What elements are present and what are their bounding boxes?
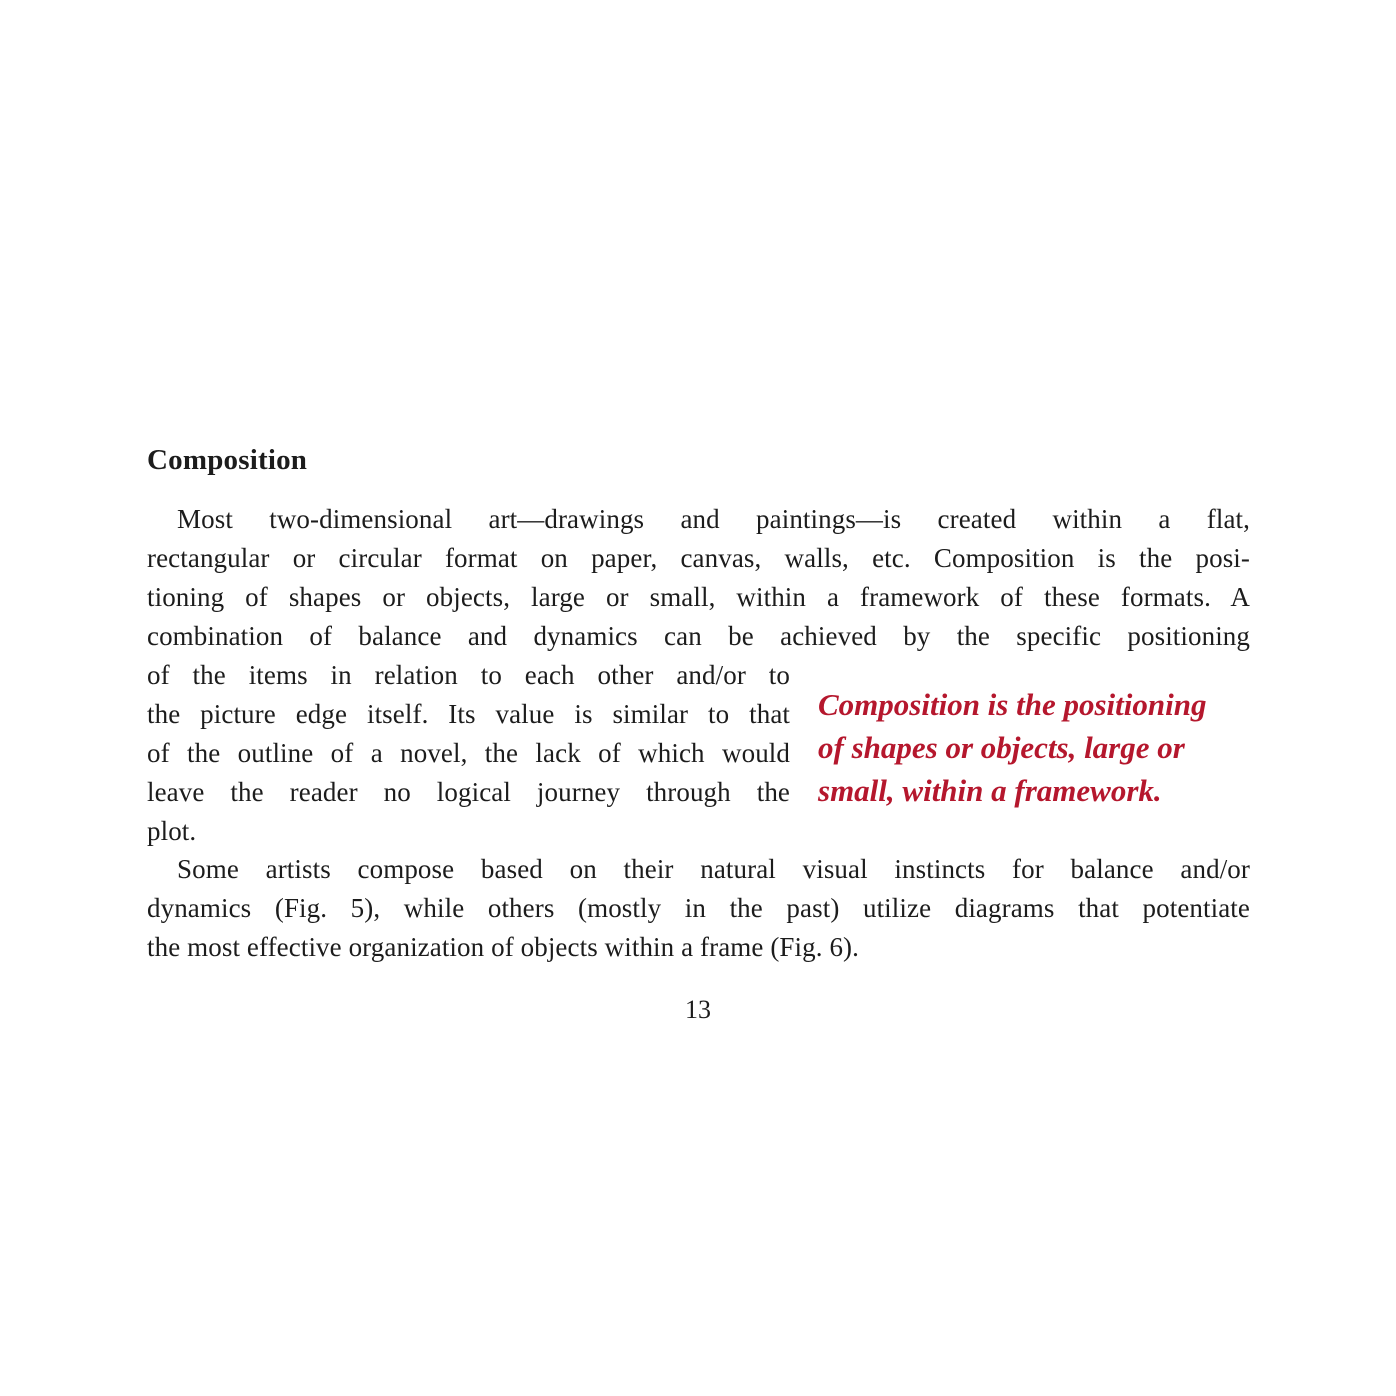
paragraph-line: leave the reader no logical journey through the <box>147 777 790 807</box>
paragraph-line: Some artists compose based on their natural visual instincts for balance and/or <box>177 854 1250 884</box>
paragraph-line: of the outline of a novel, the lack of which would <box>147 738 790 768</box>
pull-quote-line: of shapes or objects, large or <box>818 730 1185 765</box>
pull-quote-line: Composition is the positioning <box>818 687 1207 722</box>
paragraph-line: rectangular or circular format on paper, canvas, walls, etc. Composition is the posi- <box>147 543 1250 573</box>
pull-quote-line: small, within a framework. <box>818 773 1162 808</box>
paragraph-line: the picture edge itself. Its value is similar to that <box>147 699 790 729</box>
paragraph-line: dynamics (Fig. 5), while others (mostly in the past) utilize diagrams that potentiate <box>147 893 1250 923</box>
section-heading: Composition <box>147 444 308 476</box>
paragraph-line: combination of balance and dynamics can be achieved by the specific positioning <box>147 621 1250 651</box>
paragraph-line: the most effective organization of objects within a frame (Fig. 6). <box>147 932 859 962</box>
page-number: 13 <box>685 995 711 1024</box>
paragraph-line: plot. <box>147 816 197 846</box>
paragraph-line: tioning of shapes or objects, large or small, within a framework of these formats. A <box>147 582 1250 612</box>
paragraph-line: of the items in relation to each other and/or to <box>147 660 790 690</box>
paragraph-line: Most two-dimensional art—drawings and paintings—is created within a flat, <box>177 504 1250 534</box>
